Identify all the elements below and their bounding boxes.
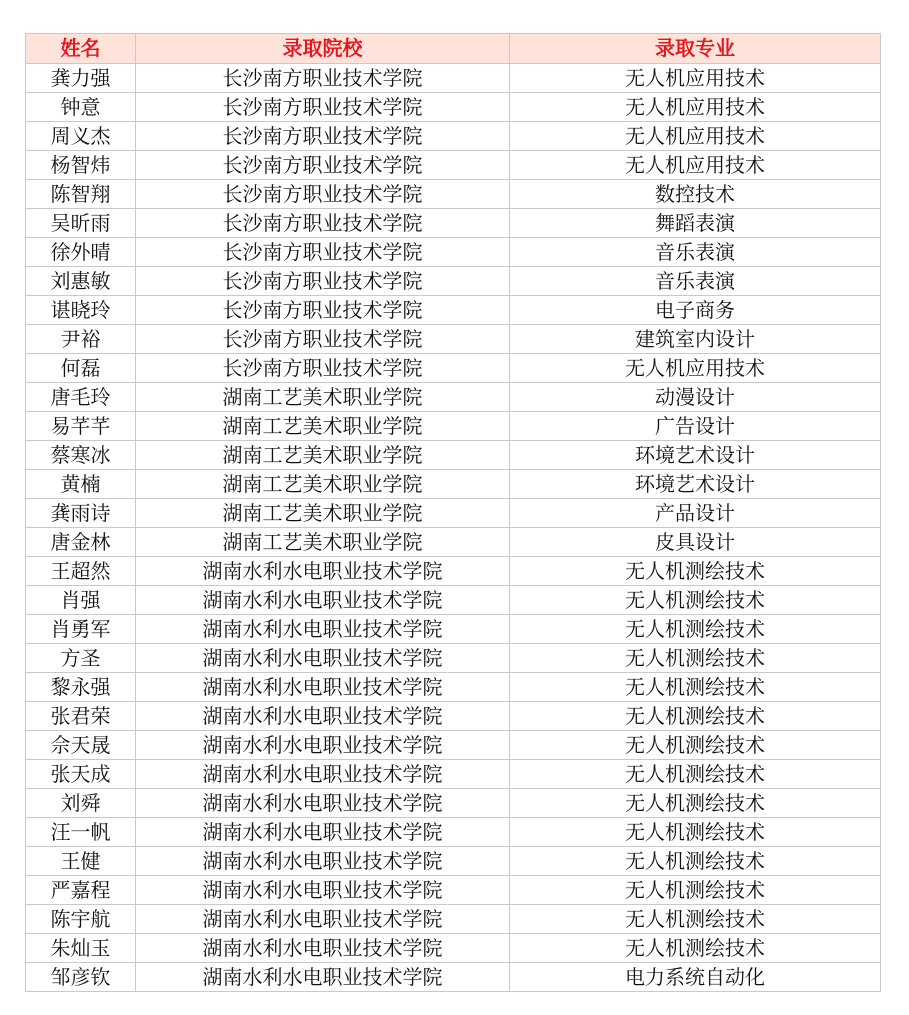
cell-student-name: 肖勇军: [26, 615, 136, 644]
cell-student-name: 黎永强: [26, 673, 136, 702]
table-row: [26, 151, 881, 180]
cell-student-name: 黄楠: [26, 470, 136, 499]
table-row: [26, 615, 881, 644]
cell-admitted-major: 无人机测绘技术: [510, 557, 881, 586]
cell-admitted-major: 建筑室内设计: [510, 325, 881, 354]
cell-admitted-school: 湖南水利水电职业技术学院: [136, 760, 510, 789]
cell-admitted-school: 湖南水利水电职业技术学院: [136, 673, 510, 702]
table-row: [26, 934, 881, 963]
table-row: [26, 470, 881, 499]
cell-student-name: 吴昕雨: [26, 209, 136, 238]
table-row: [26, 586, 881, 615]
cell-admitted-school: 湖南工艺美术职业学院: [136, 412, 510, 441]
cell-admitted-major: 广告设计: [510, 412, 881, 441]
cell-student-name: 唐金林: [26, 528, 136, 557]
table-row: [26, 267, 881, 296]
table-header-row: [26, 34, 881, 64]
cell-admitted-major: 无人机测绘技术: [510, 847, 881, 876]
cell-admitted-major: 环境艺术设计: [510, 470, 881, 499]
table-row: [26, 296, 881, 325]
table-row: [26, 789, 881, 818]
cell-admitted-major: 无人机应用技术: [510, 151, 881, 180]
table-row: [26, 876, 881, 905]
cell-admitted-major: 无人机应用技术: [510, 354, 881, 383]
table-row: [26, 209, 881, 238]
cell-student-name: 龚雨诗: [26, 499, 136, 528]
table-row: [26, 383, 881, 412]
table-row: [26, 93, 881, 122]
table-body: [26, 64, 881, 992]
cell-admitted-major: 产品设计: [510, 499, 881, 528]
cell-admitted-school: 湖南水利水电职业技术学院: [136, 905, 510, 934]
cell-student-name: 钟意: [26, 93, 136, 122]
cell-student-name: 周义杰: [26, 122, 136, 151]
cell-student-name: 尹裕: [26, 325, 136, 354]
table-row: [26, 702, 881, 731]
table-row: [26, 122, 881, 151]
cell-admitted-major: 无人机测绘技术: [510, 818, 881, 847]
cell-admitted-major: 环境艺术设计: [510, 441, 881, 470]
cell-student-name: 陈宇航: [26, 905, 136, 934]
cell-admitted-major: 无人机测绘技术: [510, 789, 881, 818]
column-header-school: 录取院校: [136, 34, 510, 64]
cell-student-name: 张天成: [26, 760, 136, 789]
cell-admitted-major: 电子商务: [510, 296, 881, 325]
cell-student-name: 张君荣: [26, 702, 136, 731]
table-row: [26, 238, 881, 267]
table-row: [26, 180, 881, 209]
cell-student-name: 唐毛玲: [26, 383, 136, 412]
column-header-name: 姓名: [26, 34, 136, 64]
cell-student-name: 王超然: [26, 557, 136, 586]
cell-admitted-school: 湖南水利水电职业技术学院: [136, 615, 510, 644]
table-row: [26, 441, 881, 470]
cell-admitted-major: 动漫设计: [510, 383, 881, 412]
cell-student-name: 徐外晴: [26, 238, 136, 267]
table-row: [26, 818, 881, 847]
table-row: [26, 412, 881, 441]
cell-admitted-major: 音乐表演: [510, 238, 881, 267]
cell-admitted-school: 长沙南方职业技术学院: [136, 151, 510, 180]
cell-admitted-major: 音乐表演: [510, 267, 881, 296]
cell-admitted-school: 湖南水利水电职业技术学院: [136, 557, 510, 586]
cell-student-name: 蔡寒冰: [26, 441, 136, 470]
cell-admitted-school: 湖南水利水电职业技术学院: [136, 876, 510, 905]
cell-admitted-school: 湖南水利水电职业技术学院: [136, 934, 510, 963]
cell-admitted-school: 湖南水利水电职业技术学院: [136, 847, 510, 876]
cell-admitted-major: 无人机测绘技术: [510, 934, 881, 963]
cell-admitted-school: 湖南工艺美术职业学院: [136, 470, 510, 499]
cell-student-name: 杨智炜: [26, 151, 136, 180]
cell-admitted-school: 长沙南方职业技术学院: [136, 122, 510, 151]
cell-admitted-major: 无人机测绘技术: [510, 673, 881, 702]
cell-admitted-major: 无人机应用技术: [510, 93, 881, 122]
cell-admitted-major: 皮具设计: [510, 528, 881, 557]
cell-admitted-school: 湖南水利水电职业技术学院: [136, 963, 510, 992]
table-row: [26, 64, 881, 93]
cell-admitted-school: 湖南工艺美术职业学院: [136, 528, 510, 557]
table-row: [26, 528, 881, 557]
cell-admitted-major: 无人机测绘技术: [510, 615, 881, 644]
cell-student-name: 肖强: [26, 586, 136, 615]
cell-admitted-major: 舞蹈表演: [510, 209, 881, 238]
cell-student-name: 何磊: [26, 354, 136, 383]
cell-admitted-school: 湖南工艺美术职业学院: [136, 383, 510, 412]
table-row: [26, 325, 881, 354]
cell-admitted-major: 无人机测绘技术: [510, 644, 881, 673]
table-row: [26, 760, 881, 789]
cell-admitted-school: 湖南水利水电职业技术学院: [136, 586, 510, 615]
cell-admitted-school: 长沙南方职业技术学院: [136, 267, 510, 296]
cell-admitted-school: 湖南水利水电职业技术学院: [136, 789, 510, 818]
cell-student-name: 龚力强: [26, 64, 136, 93]
cell-student-name: 朱灿玉: [26, 934, 136, 963]
table-row: [26, 847, 881, 876]
cell-admitted-major: 电力系统自动化: [510, 963, 881, 992]
cell-student-name: 刘惠敏: [26, 267, 136, 296]
admission-table-container: [25, 33, 880, 992]
admission-table: [25, 33, 881, 992]
cell-admitted-school: 湖南水利水电职业技术学院: [136, 644, 510, 673]
cell-student-name: 刘舜: [26, 789, 136, 818]
cell-admitted-school: 长沙南方职业技术学院: [136, 64, 510, 93]
cell-admitted-school: 长沙南方职业技术学院: [136, 238, 510, 267]
table-row: [26, 499, 881, 528]
cell-admitted-school: 湖南工艺美术职业学院: [136, 499, 510, 528]
cell-student-name: 佘天晟: [26, 731, 136, 760]
cell-admitted-major: 无人机测绘技术: [510, 760, 881, 789]
cell-student-name: 严嘉程: [26, 876, 136, 905]
cell-admitted-major: 无人机应用技术: [510, 64, 881, 93]
cell-admitted-school: 湖南水利水电职业技术学院: [136, 818, 510, 847]
cell-admitted-major: 无人机测绘技术: [510, 731, 881, 760]
table-row: [26, 557, 881, 586]
cell-student-name: 汪一帆: [26, 818, 136, 847]
table-row: [26, 731, 881, 760]
table-row: [26, 963, 881, 992]
cell-student-name: 谌晓玲: [26, 296, 136, 325]
cell-student-name: 方圣: [26, 644, 136, 673]
cell-student-name: 易芊芊: [26, 412, 136, 441]
cell-admitted-major: 无人机测绘技术: [510, 876, 881, 905]
cell-admitted-major: 无人机测绘技术: [510, 702, 881, 731]
cell-admitted-school: 长沙南方职业技术学院: [136, 93, 510, 122]
column-header-major: 录取专业: [510, 34, 881, 64]
cell-admitted-major: 无人机测绘技术: [510, 905, 881, 934]
cell-admitted-major: 无人机测绘技术: [510, 586, 881, 615]
table-row: [26, 644, 881, 673]
cell-admitted-school: 长沙南方职业技术学院: [136, 325, 510, 354]
cell-admitted-school: 湖南水利水电职业技术学院: [136, 731, 510, 760]
table-row: [26, 354, 881, 383]
cell-student-name: 邹彦钦: [26, 963, 136, 992]
cell-admitted-major: 数控技术: [510, 180, 881, 209]
cell-student-name: 王健: [26, 847, 136, 876]
cell-admitted-major: 无人机应用技术: [510, 122, 881, 151]
table-row: [26, 673, 881, 702]
cell-admitted-school: 长沙南方职业技术学院: [136, 209, 510, 238]
cell-student-name: 陈智翔: [26, 180, 136, 209]
cell-admitted-school: 长沙南方职业技术学院: [136, 296, 510, 325]
cell-admitted-school: 湖南水利水电职业技术学院: [136, 702, 510, 731]
table-row: [26, 905, 881, 934]
cell-admitted-school: 湖南工艺美术职业学院: [136, 441, 510, 470]
cell-admitted-school: 长沙南方职业技术学院: [136, 180, 510, 209]
cell-admitted-school: 长沙南方职业技术学院: [136, 354, 510, 383]
